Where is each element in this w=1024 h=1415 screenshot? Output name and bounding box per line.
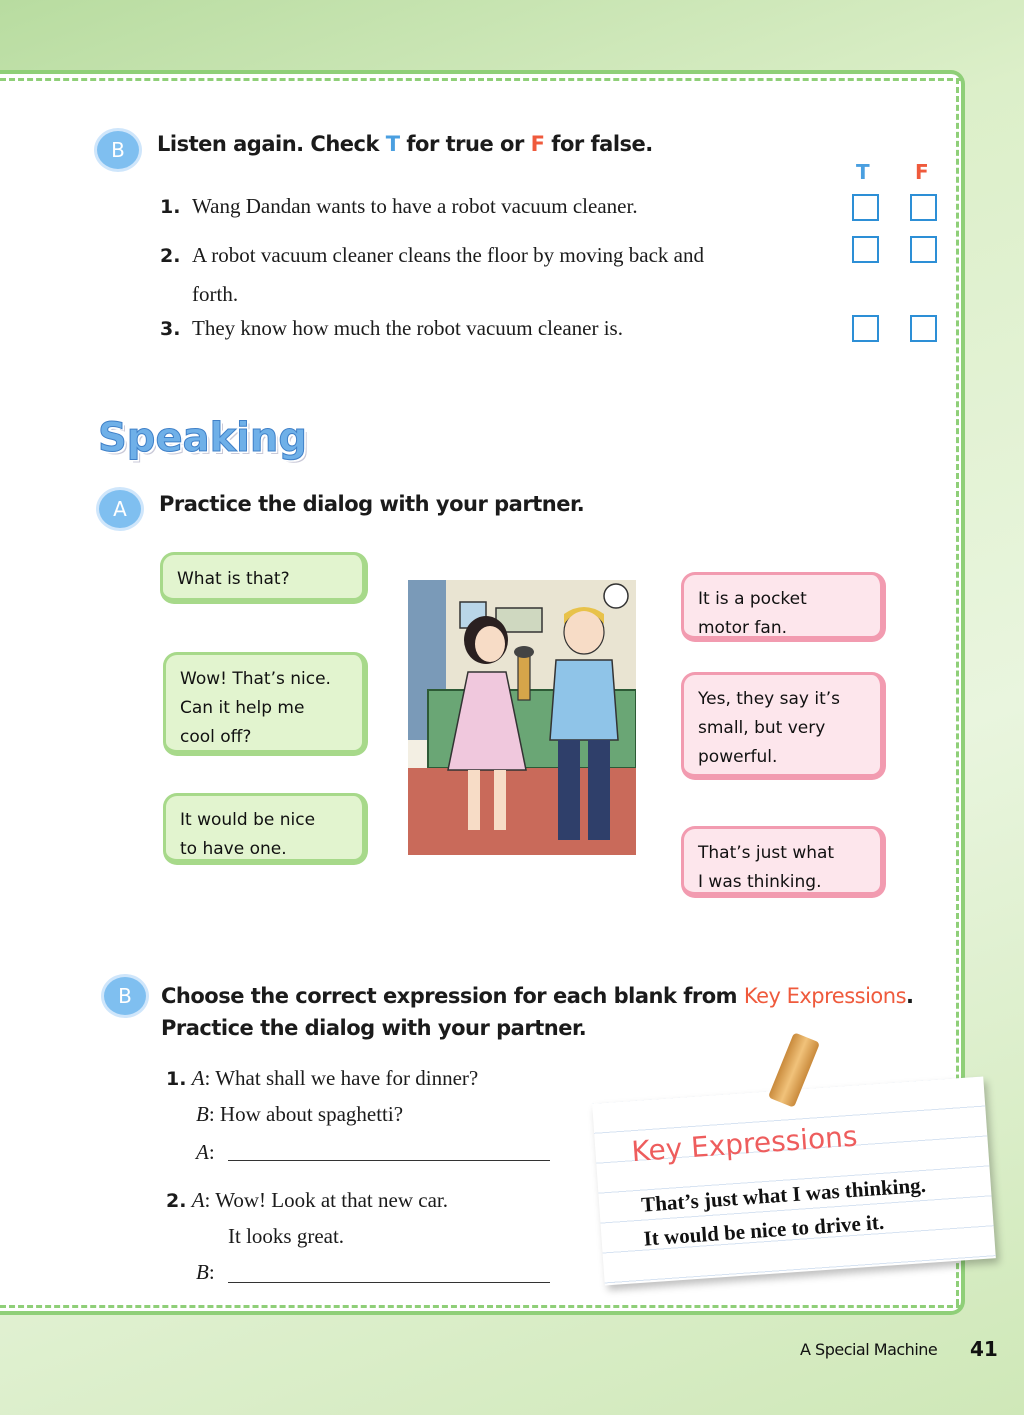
- key-expressions-title: Key Expressions: [630, 1119, 859, 1169]
- speech-bubble-wow-nice: [163, 652, 368, 756]
- true-checkbox-3[interactable]: [852, 315, 879, 342]
- instruction-text-end: .: [906, 984, 914, 1008]
- dialog-text: :: [208, 1260, 215, 1284]
- statement-number: 2.: [160, 245, 181, 267]
- speaking-instruction-a: Practice the dialog with your partner.: [159, 492, 585, 516]
- speech-bubble-just-thinking: [681, 826, 886, 898]
- dialog1-line-a: [166, 1066, 478, 1091]
- statement-1: [160, 194, 638, 219]
- speech-bubble-nice-to-have: [163, 793, 368, 865]
- false-checkbox-2[interactable]: [910, 236, 937, 263]
- bubble-line: motor fan.: [698, 618, 788, 638]
- dialog-text: : What shall we have for dinner?: [204, 1066, 479, 1090]
- statement-number: 3.: [160, 318, 181, 340]
- speaker-a: A: [196, 1140, 209, 1164]
- key-expressions-keyword: Key Expressions: [743, 984, 907, 1008]
- speaker-b: B: [196, 1260, 209, 1284]
- false-checkbox-1[interactable]: [910, 194, 937, 221]
- instruction-text-start: Choose the correct expression for each blank from: [161, 984, 744, 1008]
- instruction-text-start: Listen again. Check: [157, 132, 386, 156]
- true-letter: T: [385, 132, 400, 156]
- key-expression-1: That’s just what I was thinking.: [640, 1172, 927, 1217]
- statement-text: They know how much the robot vacuum cleaner is.: [192, 316, 623, 340]
- dialog2-line-a: [166, 1188, 448, 1213]
- bubble-line: cool off?: [180, 727, 252, 747]
- dialog2-line-b: [196, 1260, 215, 1285]
- section-badge-a: A: [96, 487, 144, 531]
- dialog1-line-a2: [196, 1140, 215, 1165]
- speaking-heading: Speaking: [98, 415, 307, 461]
- statement-number: 1.: [160, 196, 181, 218]
- statement-text-line2: forth.: [192, 282, 239, 306]
- dialog-text: : Wow! Look at that new car.: [204, 1188, 448, 1212]
- listening-instruction: [157, 132, 653, 156]
- dialog-text: : How about spaghetti?: [208, 1102, 404, 1126]
- instruction-text-end: for false.: [544, 132, 653, 156]
- bubble-line: powerful.: [698, 747, 778, 767]
- bubble-line: I was thinking.: [698, 872, 822, 892]
- speech-bubble-what-is-that: [160, 552, 368, 604]
- dialog-number: 2.: [166, 1190, 187, 1212]
- bubble-line: That’s just what: [698, 843, 835, 863]
- speaker-a: A: [191, 1188, 205, 1212]
- key-expression-2: It would be nice to drive it.: [642, 1209, 885, 1251]
- column-header-true: T: [856, 160, 870, 184]
- speech-bubble-pocket-fan: [681, 572, 886, 642]
- speaker-b: B: [196, 1102, 209, 1126]
- statement-2: [160, 236, 704, 313]
- bubble-line: Wow! That’s nice.: [180, 669, 331, 689]
- section-badge-b-speaking: B: [101, 974, 149, 1018]
- speech-bubble-small-powerful: [681, 672, 886, 780]
- bubble-line: Can it help me: [180, 698, 305, 718]
- key-expressions-card: [592, 1077, 996, 1286]
- section-badge-b: B: [94, 128, 142, 172]
- false-checkbox-3[interactable]: [910, 315, 937, 342]
- bubble-line: to have one.: [180, 839, 287, 859]
- true-checkbox-2[interactable]: [852, 236, 879, 263]
- bubble-line: It is a pocket: [698, 589, 807, 609]
- dialog2-line-a-cont: It looks great.: [228, 1224, 345, 1248]
- column-header-false: F: [915, 160, 929, 184]
- instruction-text-mid: for true or: [399, 132, 531, 156]
- bubble-line: It would be nice: [180, 810, 316, 830]
- classroom-scene-image: [408, 580, 636, 855]
- page-number: 41: [970, 1337, 998, 1361]
- statement-text: Wang Dandan wants to have a robot vacuum cleaner.: [192, 194, 638, 218]
- true-checkbox-1[interactable]: [852, 194, 879, 221]
- statement-text-line1: A robot vacuum cleaner cleans the floor by moving back and: [192, 243, 704, 267]
- footer-unit-title: A Special Machine: [800, 1340, 938, 1359]
- bubble-line: What is that?: [177, 569, 290, 589]
- instruction-line2: Practice the dialog with your partner.: [161, 1016, 587, 1040]
- dialog-number: 1.: [166, 1068, 187, 1090]
- dialog1-line-b: [196, 1102, 403, 1127]
- bubble-line: Yes, they say it’s: [698, 689, 841, 709]
- dashed-border-top: [0, 78, 962, 81]
- false-letter: F: [530, 132, 545, 156]
- answer-blank-1[interactable]: [228, 1160, 550, 1161]
- dialog-text: :: [208, 1140, 215, 1164]
- bubble-line: small, but very: [698, 718, 826, 738]
- answer-blank-2[interactable]: [228, 1282, 550, 1283]
- dialog-illustration: [408, 580, 636, 855]
- dashed-border-bottom: [0, 1305, 962, 1308]
- statement-3: [160, 316, 623, 341]
- speaker-a: A: [191, 1066, 205, 1090]
